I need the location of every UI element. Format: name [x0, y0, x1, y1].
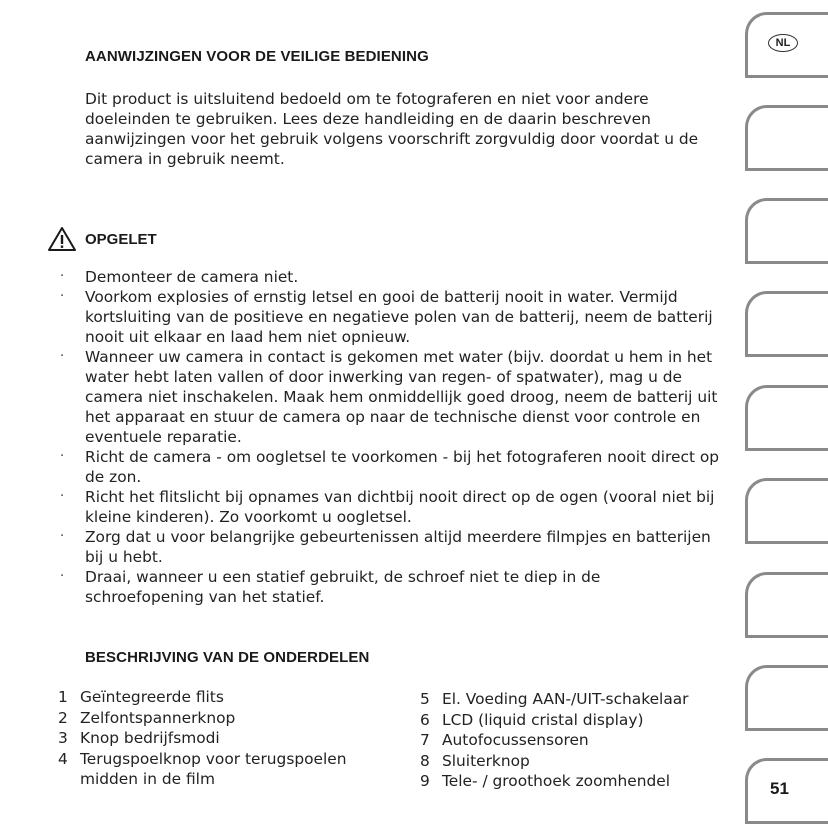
list-item — [420, 771, 730, 792]
safety-paragraph: Dit product is uitsluitend bedoeld om te fotograferen en niet voor andere doeleinden te gebruiken. Lees deze handleiding en de daarin beschreven aanwijzingen voor het gebruik volgens voorschrift zorgvuldig door voordat u de camera in gebruik neemt. — [85, 90, 699, 168]
parts-list-left — [58, 687, 378, 790]
part-label: LCD (liquid cristal display) — [442, 710, 644, 729]
list-item — [420, 689, 730, 710]
part-number: 1 — [58, 688, 68, 706]
parts-list-right — [420, 689, 730, 792]
part-label: Zelfontspannerknop — [80, 708, 236, 727]
parts-heading: BESCHRIJVING VAN DE ONDERDELEN — [85, 649, 370, 666]
section-tab[interactable] — [745, 105, 828, 171]
part-label: Geïntegreerde flits — [80, 688, 224, 706]
part-label: El. Voeding AAN-/UIT-schakelaar — [442, 690, 689, 708]
list-item — [420, 751, 730, 772]
list-item — [60, 267, 720, 287]
list-item — [60, 447, 720, 487]
bullet-icon: · — [60, 269, 65, 284]
list-item-text: Richt het flitslicht bij opnames van dichtbij nooit direct op de ogen (vooral niet bij kleine kinderen). Zo voorkomt u oogletsel. — [85, 488, 715, 526]
part-number: 7 — [420, 731, 430, 749]
warning-triangle-icon — [47, 226, 77, 252]
list-item-text: Richt de camera - om oogletsel te voorkomen - bij het fotograferen nooit direct op de zon. — [85, 448, 720, 486]
list-item — [60, 527, 720, 567]
part-number: 2 — [58, 708, 68, 727]
part-label: Autofocussensoren — [442, 731, 589, 749]
safety-heading: AANWIJZINGEN VOOR DE VEILIGE BEDIENING — [85, 48, 429, 65]
section-tab[interactable] — [745, 478, 828, 544]
bullet-icon: · — [60, 529, 65, 544]
section-tab[interactable] — [745, 291, 828, 357]
language-badge: NL — [768, 34, 798, 52]
part-label: Knop bedrijfsmodi — [80, 729, 220, 747]
bullet-icon: · — [60, 449, 65, 464]
list-item — [60, 567, 720, 607]
section-tab[interactable] — [745, 665, 828, 731]
bullet-icon: · — [60, 569, 65, 584]
page-number: 51 — [770, 779, 789, 798]
warning-title: OPGELET — [85, 230, 157, 248]
part-number: 4 — [58, 749, 68, 768]
list-item — [420, 710, 730, 731]
list-item — [60, 347, 720, 447]
list-item-text: Zorg dat u voor belangrijke gebeurtenissen altijd meerdere filmpjes en batterijen bij u hebt. — [85, 528, 711, 566]
list-item-text: Wanneer uw camera in contact is gekomen met water (bijv. doordat u hem in het water hebt laten vallen of door inwerking van regen- of spatwater), mag u de camera niet inschakelen. Maak hem onmiddellijk goed droog, neem de batterij uit het apparaat en stuur de camera op naar de technische dienst voor controle en eventuele reparatie. — [85, 348, 718, 446]
list-item — [60, 487, 720, 527]
part-number: 5 — [420, 690, 430, 708]
list-item — [420, 730, 730, 751]
bullet-icon: · — [60, 289, 65, 304]
part-number: 9 — [420, 772, 430, 790]
bullet-icon: · — [60, 349, 65, 364]
bullet-icon: · — [60, 489, 65, 504]
list-item — [58, 728, 378, 749]
warning-heading — [47, 226, 157, 252]
section-tab[interactable] — [745, 385, 828, 451]
list-item — [58, 708, 378, 729]
part-label: Tele- / groothoek zoomhendel — [442, 772, 670, 790]
list-item-text: Voorkom explosies of ernstig letsel en gooi de batterij nooit in water. Vermijd kortsluiting van de positieve en negatieve polen van de batterij, neem de batterij nooit uit elkaar en laad hem niet opnieuw. — [85, 288, 713, 346]
list-item-text: Draai, wanneer u een statief gebruikt, de schroef niet te diep in de schroefopening van het statief. — [85, 568, 601, 606]
list-item — [60, 287, 720, 347]
part-number: 6 — [420, 710, 430, 729]
list-item — [58, 749, 378, 790]
part-label: Terugspoelknop voor terugspoelen midden in de film — [80, 749, 347, 788]
section-tab[interactable] — [745, 572, 828, 638]
list-item — [58, 687, 378, 708]
part-number: 3 — [58, 729, 68, 747]
part-label: Sluiterknop — [442, 751, 530, 770]
part-number: 8 — [420, 751, 430, 770]
section-tab[interactable] — [745, 198, 828, 264]
warning-list — [60, 267, 720, 607]
list-item-text: Demonteer de camera niet. — [85, 268, 299, 286]
